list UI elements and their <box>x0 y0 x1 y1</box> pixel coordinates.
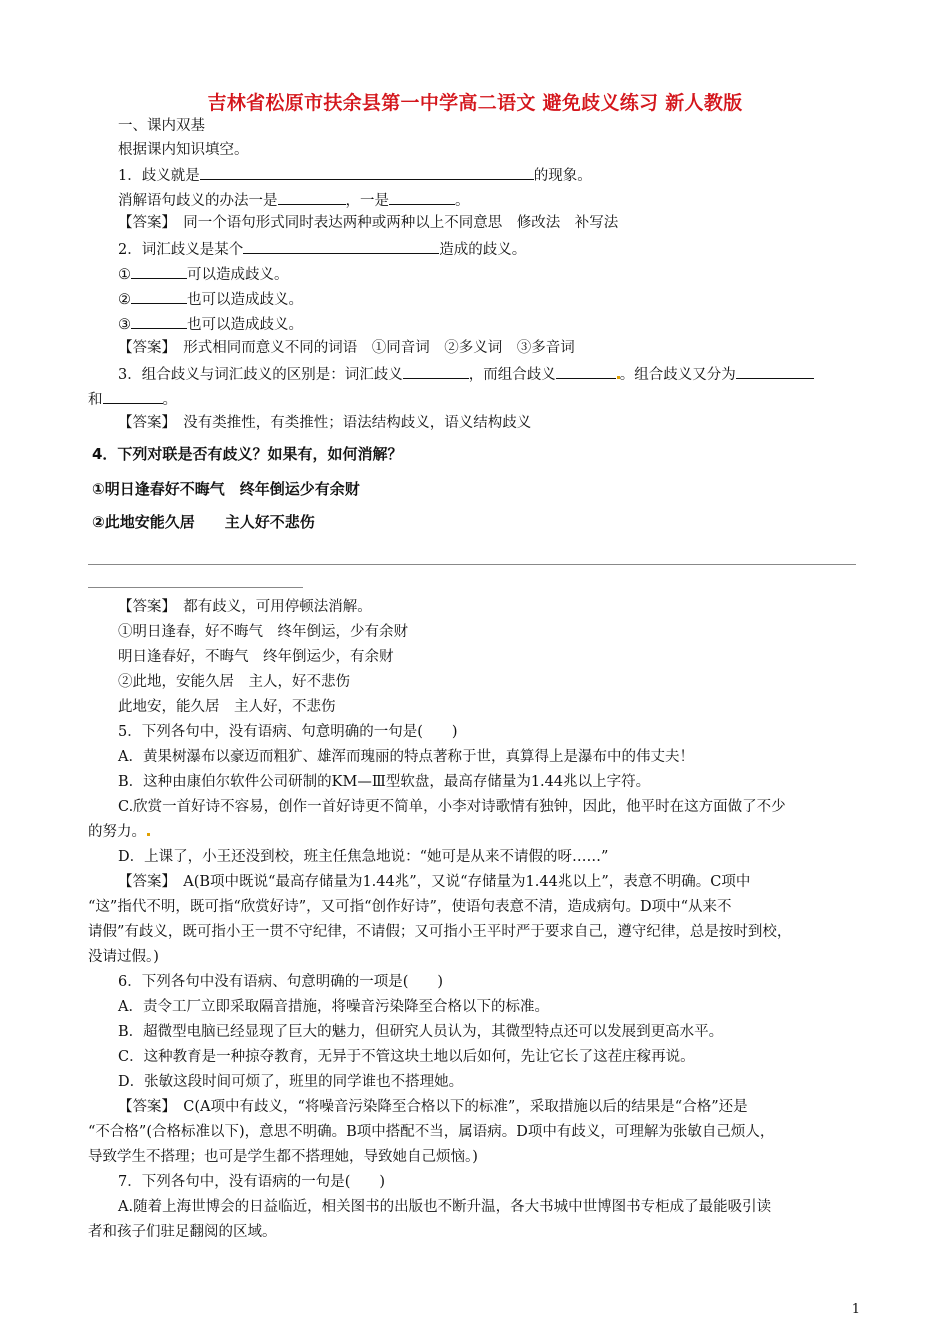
question-6: 6．下列各句中没有语病、句意明确的一项是( ) <box>118 974 444 990</box>
question-1-text-end: 的现象。 <box>533 168 592 184</box>
fill-blank[interactable] <box>103 388 163 404</box>
question-text: 的努力。 <box>88 824 146 840</box>
question-3-continued <box>88 388 177 410</box>
answer-4: 【答案】 都有歧义，可用停顿法消解。 <box>118 599 372 615</box>
question-2-item-2 <box>118 288 303 310</box>
page-number: 1 <box>851 1302 860 1317</box>
question-5-option-d: D．上课了，小王还没到校，班主任焦急地说：“她可是从来不请假的呀……” <box>118 849 609 865</box>
fill-blank[interactable] <box>131 313 187 329</box>
answer-6: 【答案】 C(A项中有歧义，“将噪音污染降至合格以下的标准”，采取措施以后的结果是“合格”还是 <box>118 1099 748 1115</box>
answer-3: 【答案】 没有类推性，有类推性；语法结构歧义，语义结构歧义 <box>118 415 532 431</box>
question-text: ，一是 <box>345 193 389 209</box>
question-text: 。 <box>455 193 470 209</box>
fill-blank[interactable] <box>389 189 455 205</box>
answer-line[interactable] <box>88 587 303 588</box>
answer-2: 【答案】 形式相同而意义不同的词语 ①同音词 ②多义词 ③多音词 <box>118 340 575 356</box>
fill-blank[interactable] <box>403 363 469 379</box>
question-5-option-c: C.欣赏一首好诗不容易，创作一首好诗更不简单，小李对诗歌情有独钟，因此，他平时在这方面做了不少 <box>118 799 786 815</box>
question-text: 可以造成歧义。 <box>187 267 289 283</box>
question-5-option-a: A．黄果树瀑布以豪迈而粗犷、雄浑而瑰丽的特点著称于世，真算得上是瀑布中的伟丈夫！ <box>118 749 694 765</box>
question-1-text: 1．歧义就是 <box>118 168 200 184</box>
answer-line[interactable] <box>88 564 856 565</box>
question-5-option-c-cont <box>88 822 150 842</box>
answer-4-line: 明日逢春好，不晦气 终年倒运少，有余财 <box>118 649 394 665</box>
section-heading: 一、课内双基 <box>118 118 205 134</box>
fill-blank[interactable] <box>243 238 439 254</box>
question-6-option-d: D．张敏这段时间可烦了，班里的同学谁也不搭理她。 <box>118 1074 464 1090</box>
question-2-item-1 <box>118 263 289 285</box>
item-marker: ③ <box>118 317 131 333</box>
item-marker: ② <box>118 292 131 308</box>
question-text: 也可以造成歧义。 <box>187 317 303 333</box>
question-6-option-c: C．这种教育是一种掠夺教育，无异于不管这块土地以后如何，先让它长了这茬庄稼再说。 <box>118 1049 695 1065</box>
answer-1: 【答案】 同一个语句形式同时表达两种或两种以上不同意思 修改法 补写法 <box>118 215 619 231</box>
answer-5-line: 请假”有歧义，既可指小王一贯不守纪律，不请假；又可指小王平时严于要求自己，遵守纪律，总是按时到校， <box>88 924 792 940</box>
question-1 <box>118 164 592 186</box>
fill-blank[interactable] <box>736 363 814 379</box>
fill-blank[interactable] <box>131 288 187 304</box>
question-7-option-a: A.随着上海世博会的日益临近，相关图书的出版也不断升温，各大书城中世博图书专柜成了最能吸引读 <box>118 1199 772 1215</box>
question-text: 。 <box>162 392 177 408</box>
fill-blank[interactable] <box>556 363 616 379</box>
question-text: ，而组合歧义 <box>468 367 556 383</box>
question-4: 4．下列对联是否有歧义？如果有，如何消解？ <box>92 445 403 463</box>
fill-blank[interactable] <box>131 263 187 279</box>
question-2-item-3 <box>118 313 303 335</box>
question-text: 和 <box>88 392 103 408</box>
question-7-option-a-cont: 者和孩子们驻足翻阅的区域。 <box>88 1224 277 1240</box>
answer-5: 【答案】 A(B项中既说“最高存储量为1.44兆”，又说“存储量为1.44兆以上”，表意不明确。C项中 <box>118 874 751 890</box>
answer-4-line: ①明日逢春，好不晦气 终年倒运，少有余财 <box>118 624 408 640</box>
answer-5-line: 没请过假。) <box>88 949 159 965</box>
question-5-option-b: B．这种由康伯尔软件公司研制的KM—Ⅲ型软盘，最高存储量为1.44兆以上字符。 <box>118 774 651 790</box>
question-2 <box>118 238 526 260</box>
stray-mark <box>147 833 150 836</box>
fill-blank[interactable] <box>278 189 346 205</box>
question-6-option-b: B．超微型电脑已经显现了巨大的魅力，但研究人员认为，其微型特点还可以发展到更高水平。 <box>118 1024 724 1040</box>
answer-6-line: “不合格”(合格标准以下)，意思不明确。B项中搭配不当，属语病。D项中有歧义，可理解为张敏自己烦人， <box>88 1124 775 1140</box>
question-1-methods <box>118 189 470 211</box>
question-5: 5．下列各句中，没有语病、句意明确的一句是( ) <box>118 724 458 740</box>
question-text: 也可以造成歧义。 <box>187 292 303 308</box>
question-text: 3．组合歧义与词汇歧义的区别是：词汇歧义 <box>118 367 403 383</box>
instruction-text: 根据课内知识填空。 <box>118 142 249 158</box>
question-text: 2．词汇歧义是某个 <box>118 242 244 258</box>
question-text: 。组合歧义又分为 <box>619 367 736 383</box>
question-7: 7．下列各句中，没有语病的一句是( ) <box>118 1174 386 1190</box>
answer-4-line: ②此地，安能久居 主人，好不悲伤 <box>118 674 350 690</box>
question-6-option-a: A．责令工厂立即采取隔音措施，将噪音污染降至合格以下的标准。 <box>118 999 549 1015</box>
question-text: 造成的歧义。 <box>439 242 527 258</box>
fill-blank[interactable] <box>200 164 534 180</box>
question-3 <box>118 363 814 385</box>
answer-5-line: “这”指代不明，既可指“欣赏好诗”，又可指“创作好诗”，使语句表意不清，造成病句。D项中“从来不 <box>88 899 732 915</box>
item-marker: ① <box>118 267 131 283</box>
document-title: 吉林省松原市扶余县第一中学高二语文 避免歧义练习 新人教版 <box>207 92 743 114</box>
answer-6-line: 导致学生不搭理；也可是学生都不搭理她，导致她自己烦恼。) <box>88 1149 478 1165</box>
answer-4-line: 此地安，能久居 主人好，不悲伤 <box>118 699 336 715</box>
couplet-2: ②此地安能久居 主人好不悲伤 <box>92 513 315 531</box>
couplet-1: ①明日逢春好不晦气 终年倒运少有余财 <box>92 480 360 498</box>
question-text: 消解语句歧义的办法一是 <box>118 193 278 209</box>
